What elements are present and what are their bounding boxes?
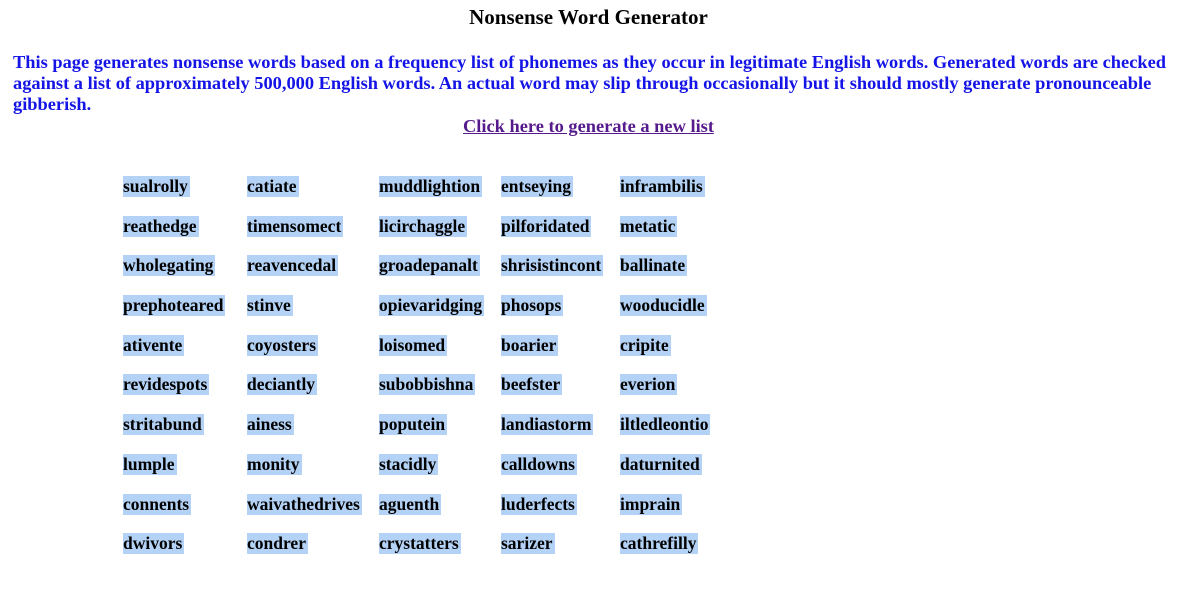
word-item: cathrefilly bbox=[620, 533, 697, 554]
word-item: stinve bbox=[247, 295, 291, 316]
word-item: condrer bbox=[247, 533, 306, 554]
word-item: cripite bbox=[620, 334, 669, 355]
word-item: luderfects bbox=[501, 493, 575, 514]
word-item: poputein bbox=[379, 414, 446, 435]
word-item: beefster bbox=[501, 374, 561, 395]
word-item: aguenth bbox=[379, 493, 440, 514]
word-item: reathedge bbox=[123, 215, 197, 236]
generate-new-list-link[interactable]: Click here to generate a new list bbox=[463, 116, 714, 136]
word-item: revidespots bbox=[123, 374, 208, 395]
word-item: boarier bbox=[501, 334, 557, 355]
word-item: connents bbox=[123, 493, 190, 514]
word-item: sualrolly bbox=[123, 176, 188, 196]
word-item: stacidly bbox=[379, 453, 437, 474]
word-item: sarizer bbox=[501, 533, 553, 554]
word-item: loisomed bbox=[379, 334, 446, 355]
word-item: crystatters bbox=[379, 533, 459, 554]
word-item: waivathedrives bbox=[247, 493, 360, 514]
word-item: daturnited bbox=[620, 453, 700, 474]
word-item: ativente bbox=[123, 334, 183, 355]
word-column-1 bbox=[123, 176, 225, 573]
word-item: phosops bbox=[501, 295, 562, 316]
word-item: inframbilis bbox=[620, 176, 703, 196]
word-item: licirchaggle bbox=[379, 215, 466, 236]
page-title: Nonsense Word Generator bbox=[469, 5, 708, 29]
word-item: subobbishna bbox=[379, 374, 474, 395]
word-item: calldowns bbox=[501, 453, 575, 474]
word-column-3 bbox=[379, 176, 484, 573]
word-item: imprain bbox=[620, 493, 681, 514]
word-item: dwivors bbox=[123, 533, 183, 554]
word-item: ballinate bbox=[620, 255, 686, 276]
word-item: pilforidated bbox=[501, 215, 590, 236]
word-column-5 bbox=[620, 176, 710, 573]
word-item: prephoteared bbox=[123, 295, 224, 316]
word-item: groadepanalt bbox=[379, 255, 478, 276]
word-item: metatic bbox=[620, 215, 676, 236]
word-item: shrisistincont bbox=[501, 255, 602, 276]
word-item: reavencedal bbox=[247, 255, 337, 276]
word-item: iltledleontio bbox=[620, 414, 709, 435]
word-item: opievaridging bbox=[379, 295, 483, 316]
word-column-4 bbox=[501, 176, 603, 573]
intro-paragraph: This page generates nonsense words based on a frequency list of phonemes as they occur in legitimate English words. Generated words are checked against a list of approximately 500,000 English words. An actual word may slip through occasionally but it should mostly generate pronounceable gibberish. bbox=[13, 52, 1166, 114]
word-item: catiate bbox=[247, 176, 297, 196]
word-item: stritabund bbox=[123, 414, 202, 435]
generate-link-container bbox=[0, 116, 1177, 137]
word-item: landiastorm bbox=[501, 414, 592, 435]
word-item: entseying bbox=[501, 176, 571, 196]
word-item: wooducidle bbox=[620, 295, 705, 316]
word-item: coyosters bbox=[247, 334, 317, 355]
word-item: monity bbox=[247, 453, 300, 474]
word-item: everion bbox=[620, 374, 676, 395]
word-item: timensomect bbox=[247, 215, 342, 236]
word-item: wholegating bbox=[123, 255, 214, 276]
word-column-2 bbox=[247, 176, 362, 573]
word-item: lumple bbox=[123, 453, 175, 474]
word-item: deciantly bbox=[247, 374, 316, 395]
word-item: muddlightion bbox=[379, 176, 481, 196]
word-item: ainess bbox=[247, 414, 292, 435]
